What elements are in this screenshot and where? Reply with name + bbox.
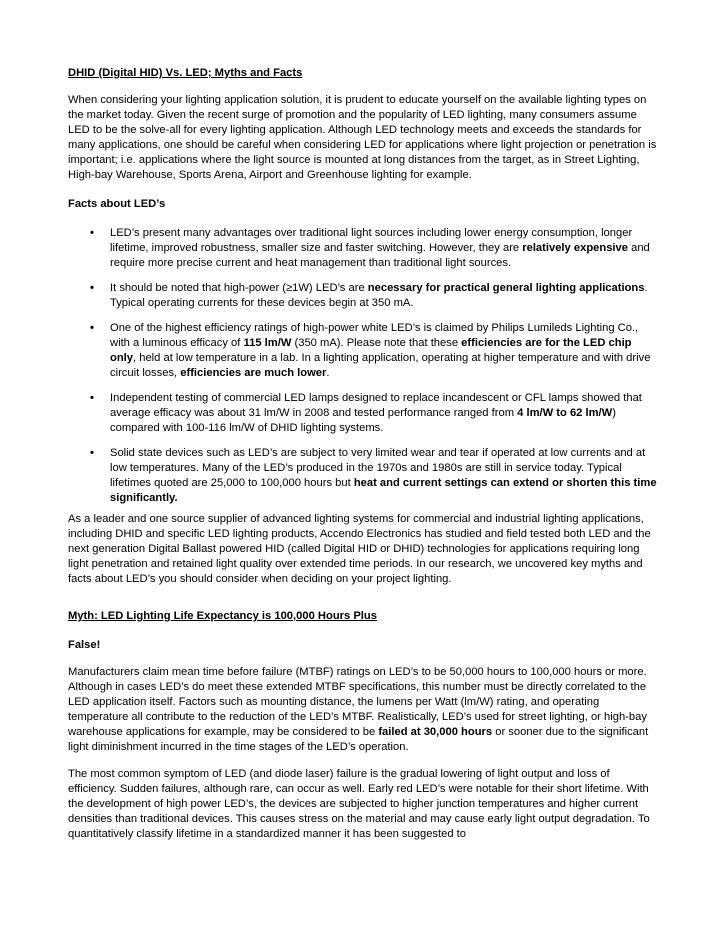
paragraph-text: or sooner due to the significant light diminishment incurred in the time stages of the LED’s operation. [68,726,649,753]
paragraph-emphasis: failed at 30,000 hours [378,726,493,738]
list-item [68,226,660,271]
bullet-icon: • [90,392,94,404]
intro-paragraph: When considering your lighting application solution, it is prudent to educate yourself on the available lighting types on the market today. Given the recent surge of promotion and the popularity of LED lighting, many consumers assume LED to be the solve-all for every lighting application. Although LED technology meets and exceeds the standards for many applications, one should be careful when considering LED for applications where light projection or penetration is important; i.e. applications where the light source is mounted at long distances from the target, as in Street Lighting, High-bay Warehouse, Sports Arena, Airport and Greenhouse lighting for example. [68,94,657,181]
verdict: False! [68,639,101,651]
fact-emphasis: relatively expensive [522,242,628,254]
list-item [68,321,660,381]
page-title: DHID (Digital HID) Vs. LED; Myths and Facts [68,67,303,79]
fact-text: ) compared with 100-116 lm/W of DHID lighting systems. [110,407,616,434]
fact-emphasis: necessary for practical general lighting applications [367,282,645,294]
document-page [68,66,660,842]
leader-paragraph: As a leader and one source supplier of advanced lighting systems for commercial and industrial lighting applications, including DHID and specific LED lighting products, Accendo Electronics has studied and field tested both LED and the next generation Digital Ballast powered HID (called Digital HID or DHID) technologies for applications requiring long light penetration and retained light quality over extended time periods. In our research, we uncovered key myths and facts about LED’s you should consider when deciding on your project lighting. [68,513,651,585]
list-item [68,446,660,506]
fact-text: and require more precise current and heat management than traditional light sources. [110,242,650,269]
fact-emphasis: efficiencies are for the LED chip only [110,337,632,364]
myth-heading: Myth: LED Lighting Life Expectancy is 100,000 Hours Plus [68,610,377,622]
list-item [68,281,660,311]
paragraph-text: Manufacturers claim mean time before failure (MTBF) ratings on LED’s to be 50,000 hours to 100,000 hours or more. Although in cases LED’s do meet these extended MTBF specifications, this number must be directly correlated to the LED application itself. Factors such as mounting distance, the lumens per Watt (lm/W) rating, and operating temperature all contribute to the reduction of the LED’s MTBF. Realistically, LED’s used for street lighting, or high-bay warehouse applications for example, may be considered to be [68,666,647,738]
mtbf-paragraph [68,665,660,755]
bullet-icon: • [90,447,94,459]
facts-list [68,226,660,506]
fact-text: LED’s present many advantages over traditional light sources including lower energy consumption, longer lifetime, improved robustness, smaller size and faster switching. However, they are [110,227,633,254]
fact-text: (350 mA). Please note that these [291,337,462,349]
bullet-icon: • [90,322,94,334]
list-item [68,391,660,436]
bullet-icon: • [90,227,94,239]
fact-text: . Typical operating currents for these devices begin at 350 mA. [110,282,648,309]
fact-emphasis: 4 lm/W to 62 lm/W [517,407,613,419]
facts-heading: Facts about LED’s [68,198,166,210]
fact-text: It should be noted that high-power (≥1W) LED’s are [110,282,368,294]
fact-emphasis: 115 lm/W [243,337,292,349]
fact-text: . [326,367,330,379]
fact-emphasis: efficiencies are much lower [180,367,327,379]
fact-text: Solid state devices such as LED’s are subject to very limited wear and tear if operated at low currents and at low temperatures. Many of the LED’s produced in the 1970s and 1980s are still in service today. Typical lifetimes quoted are 25,000 to 100,000 hours but [110,447,646,489]
fact-text: One of the highest efficiency ratings of high-power white LED’s is claimed by Philips Lumileds Lighting Co., with a luminous efficacy of [110,322,639,349]
symptom-paragraph: The most common symptom of LED (and diode laser) failure is the gradual lowering of light output and loss of efficiency. Sudden failures, although rare, can occur as well. Early red LED’s were notable for their short lifetime. With the development of high power LED’s, the devices are subjected to higher junction temperatures and higher current densities than traditional devices. This causes stress on the material and may cause early light output degradation. To quantitatively classify lifetime in a standardized manner it has been suggested to [68,768,650,840]
bullet-icon: • [90,282,94,294]
fact-emphasis: heat and current settings can extend or shorten this time significantly. [110,477,657,504]
fact-text: , held at low temperature in a lab. In a lighting application, operating at higher temperature and with drive circuit losses, [110,352,651,379]
fact-text: Independent testing of commercial LED lamps designed to replace incandescent or CFL lamps showed that average efficacy was about 31 lm/W in 2008 and tested performance ranged from [110,392,642,419]
